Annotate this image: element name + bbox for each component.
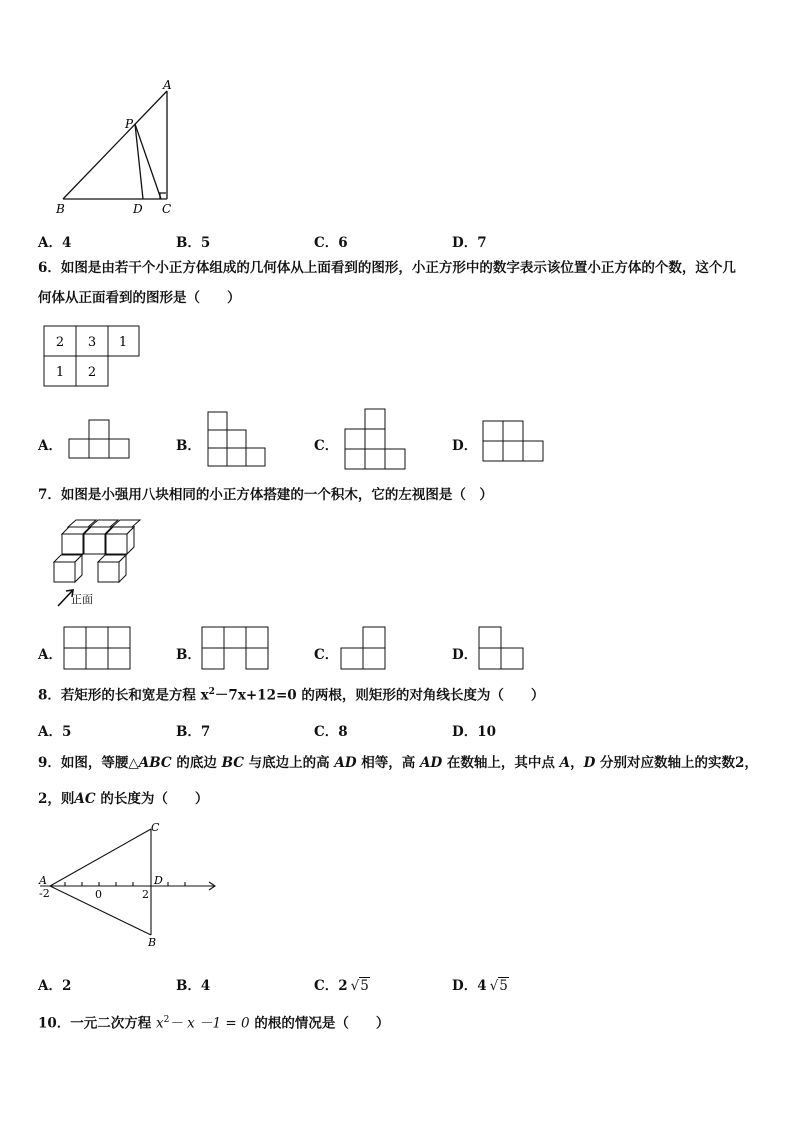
q9-text: 在数轴上，其中点 [442,755,560,771]
q9-bc: BC [221,755,244,771]
q5-option-b: B．5 [176,235,211,251]
fig9-label-D: D [154,874,163,887]
label-P: P [125,117,134,131]
q9-ac: AC [74,791,96,807]
q9-option-a: A．2 [38,978,72,994]
q6-stem-line2: 何体从正面看到的图形是（ ） [38,290,241,306]
q9-triangle: △ABC [128,755,172,771]
fig9-label-B: B [148,936,157,949]
fig9-label-minus2: -2 [39,887,50,900]
q8-option-d: D．10 [452,724,496,740]
label-C: C [162,202,172,216]
label-B: B [56,202,65,216]
q5-option-c: C．6 [314,235,348,251]
q9-option-c-text: C．2 [314,978,348,994]
q8-option-a: A．5 [38,724,72,740]
q9-option-d: D．4 √5 [452,978,508,994]
q5-option-d: D．7 [452,235,487,251]
q6-stem-line1: 6．如图是由若干个小正方体组成的几何体从上面看到的图形，小正方形中的数字表示该位置小正方体的个数，这个几 [38,260,736,276]
q9-a: A [559,755,571,771]
q9-option-d-text: D．4 [452,978,487,994]
q9-text: 与底边上的高 [243,755,335,771]
q6-option-c: C． [314,438,339,454]
sqrt-value: 5 [360,978,369,994]
q9-text: 分别对应数轴上的实数2， [595,755,758,771]
q9-text: 相等，高 [356,755,420,771]
grid-cell: 3 [87,335,97,350]
q9-option-c: C．2 √5 [314,978,369,994]
q9-ad: AD [334,755,357,771]
fig9-label-C: C [151,821,160,834]
q10-text: 的根的情况是（ ） [249,1015,390,1032]
q9-text: 9．如图，等腰 [38,755,129,771]
q9-option-b: B．4 [176,978,211,994]
fig9-label-A: A [39,874,47,887]
q10-stem [38,1016,389,1031]
q9-d: D [583,755,596,771]
q6-option-d: D． [452,438,478,454]
q9-ad: AD [419,755,443,771]
q9-text: 的底边 [171,755,222,771]
sqrt-value: 5 [499,978,508,994]
q6-option-a: A． [38,438,62,454]
q8-stem-sup: 2 [208,687,215,697]
q5-option-a: A．4 [38,235,72,251]
q7-option-a: A． [38,647,62,663]
q10-eq-x: x [156,1015,164,1032]
q9-text: 的长度为（ ） [95,791,209,807]
grid-cell: 1 [118,335,128,350]
q10-text: 10．一元二次方程 [38,1015,156,1032]
grid-cell: 2 [55,335,65,350]
q9-text: ， [570,755,584,771]
q6-option-b: B． [176,438,201,454]
q7-option-b: B． [176,647,201,663]
fig9-label-0: 0 [95,888,102,901]
q9-text: 2，则 [38,791,75,807]
q8-stem-a: 8．若矩形的长和宽是方程 x [38,687,209,704]
q8-stem-b: －7x+12=0 的两根，则矩形的对角线长度为（ ） [214,687,545,704]
label-D: D [133,202,143,216]
q10-eq-sup: 2 [163,1015,170,1025]
label-A: A [163,78,172,92]
q7-stem: 7．如图是小强用八块相同的小正方体搭建的一个积木，它的左视图是（ ） [38,487,493,503]
q8-option-b: B．7 [176,724,211,740]
grid-cell: 1 [55,365,65,380]
front-label: 正面 [71,593,93,606]
q7-option-c: C． [314,647,339,663]
q7-option-d: D． [452,647,478,663]
q10-eq-rest: － x －1 = 0 [169,1015,250,1032]
grid-cell: 2 [87,365,97,380]
fig9-label-2: 2 [142,888,149,901]
q8-option-c: C．8 [314,724,348,740]
